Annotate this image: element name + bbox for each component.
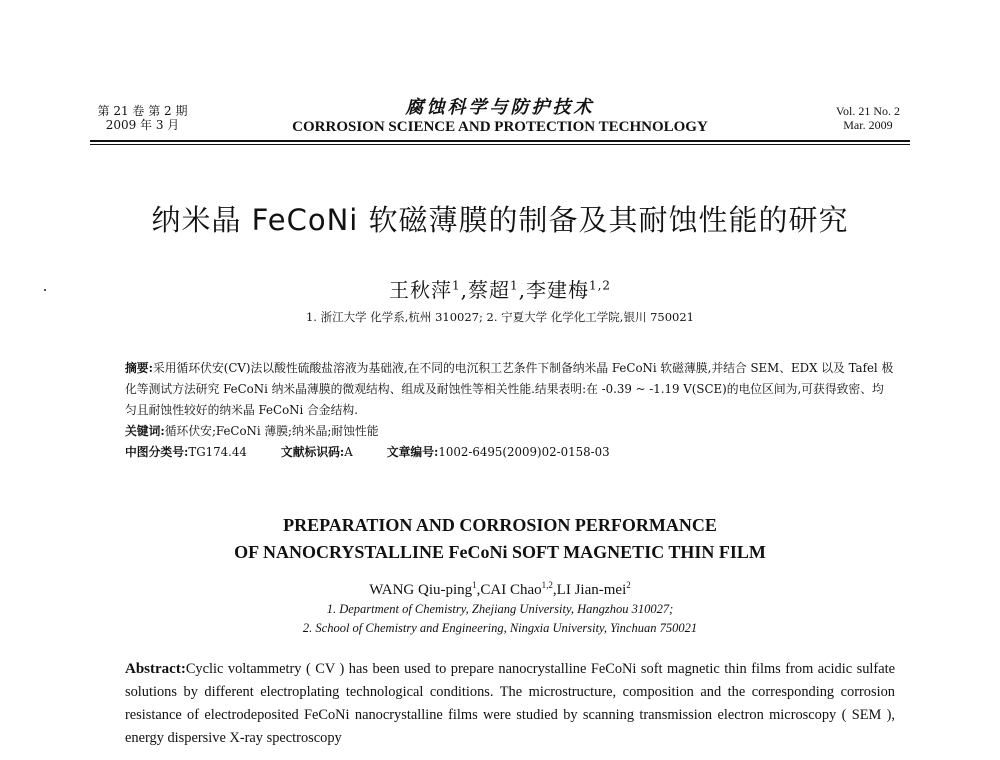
author-affiliation-mark: 1,2 bbox=[541, 580, 553, 590]
author-name: 王秋萍 bbox=[388, 278, 452, 302]
journal-title-en: CORROSION SCIENCE AND PROTECTION TECHNOLOGY bbox=[292, 119, 708, 135]
author-affiliation-mark: 1 bbox=[472, 580, 477, 590]
date-en: Mar. 2009 bbox=[843, 118, 893, 132]
clc-number bbox=[125, 445, 247, 459]
affiliations-en bbox=[0, 600, 1000, 638]
author-name: 蔡超 bbox=[467, 278, 510, 302]
document-code-value: A bbox=[344, 445, 353, 459]
author-name: WANG Qiu-ping bbox=[369, 582, 473, 598]
header-rule-thin bbox=[90, 144, 910, 145]
date-cn: 2009 年 3 月 bbox=[105, 118, 180, 132]
abstract-en bbox=[125, 658, 895, 750]
paper-title-en-line1: PREPARATION AND CORROSION PERFORMANCE bbox=[283, 515, 717, 535]
affiliation-en-1: 1. Department of Chemistry, Zhejiang University, Hangzhou 310027; bbox=[326, 602, 674, 616]
document-code bbox=[281, 445, 353, 459]
paper-title-cn: 纳米晶 FeCoNi 软磁薄膜的制备及其耐蚀性能的研究 bbox=[151, 203, 849, 237]
keywords-label-cn: 关键词: bbox=[125, 424, 165, 438]
article-number-label: 文章编号: bbox=[386, 445, 439, 459]
affiliation-cn: 1. 浙江大学 化学系,杭州 310027; 2. 宁夏大学 化学化工学院,银川 750021 bbox=[305, 310, 695, 324]
abstract-text-en: Cyclic voltammetry ( CV ) has been used to prepare nanocrystalline FeCoNi soft magnetic thin films from acidic sulfate solutions by different electroplating technological conditions. The microstructure, composition and the corresponding corrosion resistance of electrodeposited FeCoNi nanocrystalline films were studied by scanning transmission electron microscopy ( SEM ), energy dispersive X-ray spectroscopy bbox=[125, 661, 895, 746]
affiliation-en-2: 2. School of Chemistry and Engineering, Ningxia University, Yinchuan 750021 bbox=[302, 621, 698, 635]
abstract-text-cn: 采用循环伏安(CV)法以酸性硫酸盐溶液为基础液,在不同的电沉积工艺条件下制备纳米晶 FeCoNi 软磁薄膜,并结合 SEM、EDX 以及 Tafel 极化等测试方法研究 FeCoNi 纳米晶薄膜的微观结构、组成及耐蚀性等相关性能.结果表明:在 -0.39 ~ -1.19 V(SCE)的电位区间为,可获得致密、均匀且耐蚀性较好的纳米晶 FeCoNi 合金结构. bbox=[125, 361, 894, 417]
author-name: 李建梅 bbox=[525, 278, 589, 302]
author-name: CAI Chao bbox=[480, 582, 542, 598]
author-affiliation-mark: 1 bbox=[509, 278, 519, 293]
paper-title-en-line2: OF NANOCRYSTALLINE FeCoNi SOFT MAGNETIC THIN FILM bbox=[234, 542, 766, 562]
issue-info-en bbox=[836, 104, 900, 132]
author-name: LI Jian-mei bbox=[556, 582, 627, 598]
article-number bbox=[387, 445, 610, 459]
volume-cn: 第 21 卷 第 2 期 bbox=[97, 104, 188, 118]
header-rule-thick bbox=[90, 140, 910, 142]
author-affiliation-mark: 1,2 bbox=[588, 278, 612, 293]
keywords-text-cn: 循环伏安;FeCoNi 薄膜;纳米晶;耐蚀性能 bbox=[164, 424, 379, 438]
abstract-block-cn bbox=[125, 358, 895, 463]
article-number-value: 1002-6495(2009)02-0158-03 bbox=[438, 445, 610, 459]
clc-label: 中图分类号: bbox=[125, 445, 189, 459]
author-affiliation-mark: 2 bbox=[626, 580, 631, 590]
abstract-label-cn: 摘要: bbox=[125, 361, 153, 375]
issue-info-cn bbox=[90, 104, 195, 132]
keywords-cn bbox=[125, 421, 895, 442]
volume-en: Vol. 21 No. 2 bbox=[835, 104, 900, 118]
journal-title bbox=[230, 98, 770, 136]
clc-value: TG174.44 bbox=[188, 445, 247, 459]
authors-cn: 王秋萍$^1$,蔡超$^1$,李建梅$^{1,2}$ bbox=[388, 278, 612, 302]
author-affiliation-mark: 1 bbox=[451, 278, 461, 293]
authors-en: WANG Qiu-ping$^1$,CAI Chao$^{1,2}$,LI Jian-mei$^2$ bbox=[369, 580, 631, 598]
classification-line bbox=[125, 442, 895, 463]
journal-title-cn: 腐蚀科学与防护技术 bbox=[405, 97, 595, 118]
abstract-cn bbox=[125, 358, 895, 421]
paper-title-en bbox=[0, 512, 1000, 566]
document-code-label: 文献标识码: bbox=[280, 445, 345, 459]
abstract-label-en: Abstract: bbox=[125, 661, 186, 677]
